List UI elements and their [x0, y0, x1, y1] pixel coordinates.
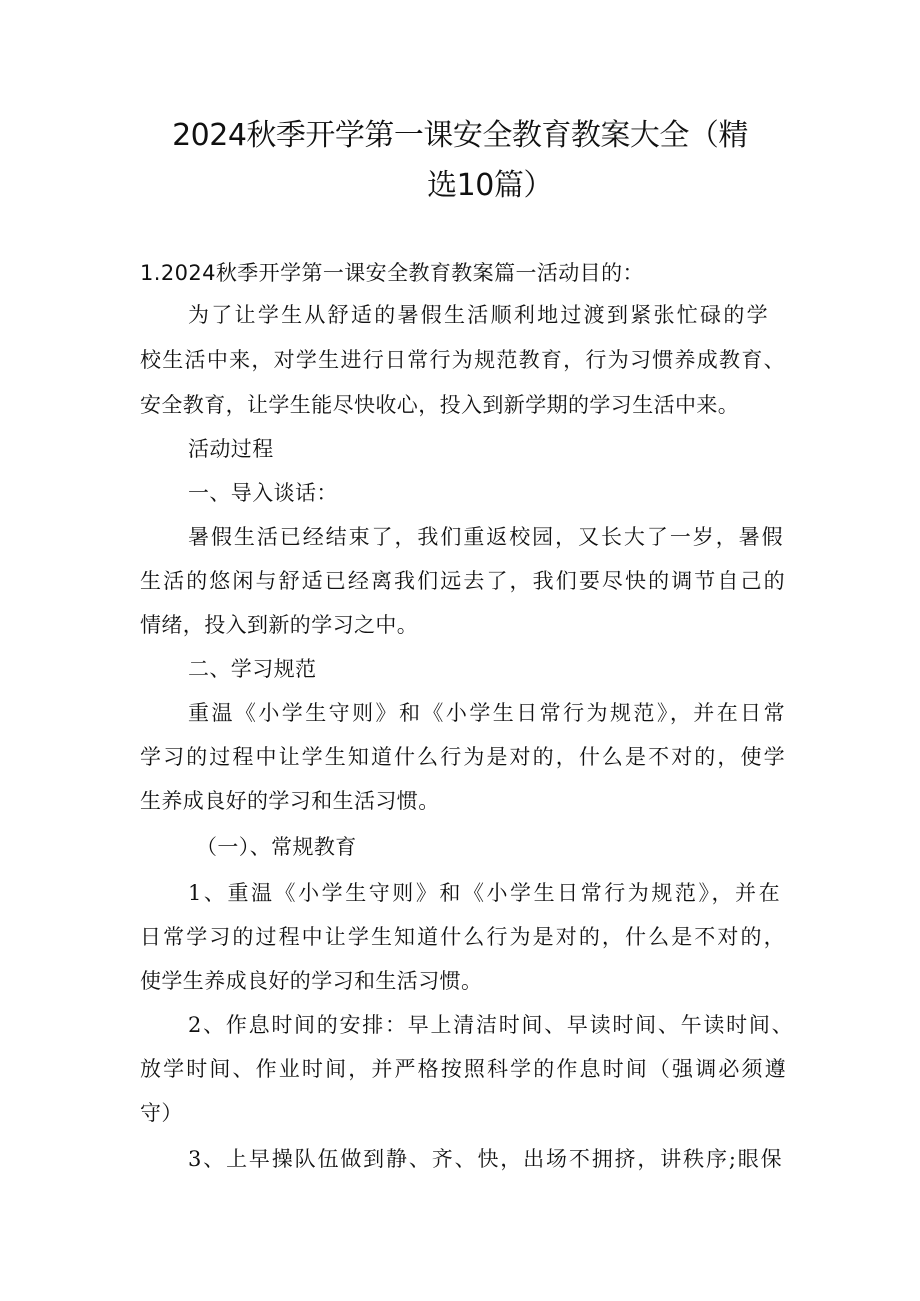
- paragraph-line: 情绪，投入到新的学习之中。: [140, 613, 419, 637]
- paragraph-line: 校生活中来，对学生进行日常行为规范教育，行为习惯养成教育、: [140, 348, 785, 372]
- paragraph-line: 放学时间、作业时间，并严格按照科学的作息时间（强调必须遵: [140, 1057, 786, 1081]
- paragraph-line: 为了让学生从舒适的暑假生活顺利地过渡到紧张忙碌的学: [188, 303, 768, 327]
- paragraph-line: 守）: [140, 1101, 183, 1125]
- subheading-learning-rules: 二、学习规范: [188, 657, 317, 681]
- paragraph-line: 暑假生活已经结束了，我们重返校园，又长大了一岁，暑假: [188, 525, 783, 549]
- subheading-intro-talk: 一、导入谈话：: [188, 481, 338, 505]
- paragraph-line: 重温《小学生守则》和《小学生日常行为规范》，并在日常: [188, 701, 785, 725]
- paragraph-line: 1、重温《小学生守则》和《小学生日常行为规范》，并在: [188, 881, 780, 905]
- subheading-activity-process: 活动过程: [188, 437, 274, 461]
- paragraph-line: 日常学习的过程中让学生知道什么行为是对的，什么是不对的，: [140, 925, 785, 949]
- paragraph-line: 安全教育，让学生能尽快收心，投入到新学期的学习生活中来。: [140, 393, 740, 417]
- section-heading-1: 1.2024秋季开学第一课安全教育教案篇一活动目的：: [140, 261, 644, 285]
- paragraph-line: 3、上早操队伍做到静、齐、快，出场不拥挤，讲秩序;眼保: [188, 1147, 782, 1171]
- paragraph-line: 生活的悠闲与舒适已经离我们远去了，我们要尽快的调节自己的: [140, 569, 785, 593]
- paragraph-line: 学习的过程中让学生知道什么行为是对的，什么是不对的，使学: [140, 745, 785, 769]
- paragraph-line: 2、作息时间的安排：早上清洁时间、早读时间、午读时间、: [188, 1013, 793, 1037]
- paragraph-line: 使学生养成良好的学习和生活习惯。: [140, 969, 483, 993]
- document-title-line-1: 2024秋季开学第一课安全教育教案大全（精: [172, 118, 748, 153]
- subheading-routine-education: （一）、常规教育: [196, 835, 357, 859]
- paragraph-line: 生养成良好的学习和生活习惯。: [140, 789, 440, 813]
- document-title-line-2: 选10篇）: [427, 168, 553, 203]
